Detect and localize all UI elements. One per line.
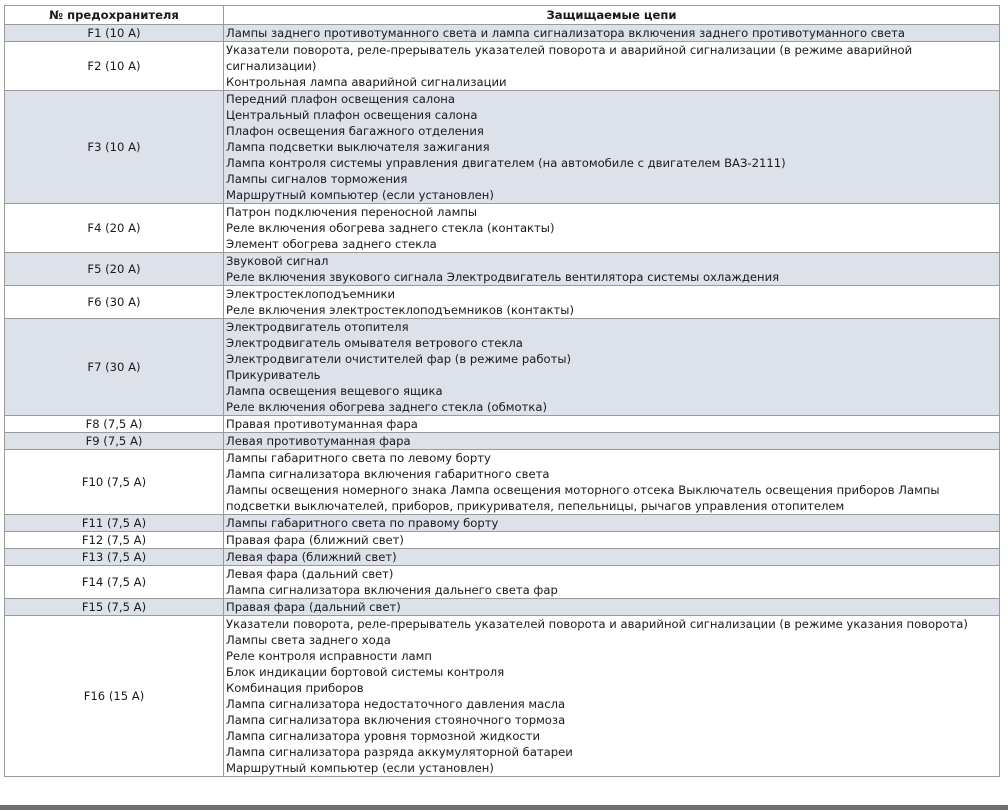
protected-circuits-cell <box>224 450 1000 515</box>
circuit-line: Реле контроля исправности ламп <box>226 649 432 663</box>
circuit-line: Лампа сигнализатора включения габаритного света <box>226 467 550 481</box>
circuit-line: Патрон подключения переносной лампы <box>226 205 478 219</box>
circuit-line: Лампы сигналов торможения <box>226 172 408 186</box>
circuit-line: Лампы освещения номерного знака Лампа освещения моторного отсека Выключатель освещения приборов Лампы подсветки выключателей, приборов, прикуривателя, пепельницы, рычагов управления отопителем <box>226 483 940 513</box>
circuit-line: Элемент обогрева заднего стекла <box>226 237 437 251</box>
table-row <box>5 515 1000 532</box>
circuit-line: Лампа подсветки выключателя зажигания <box>226 140 490 154</box>
circuit-line: Центральный плафон освещения салона <box>226 108 478 122</box>
table-header-row <box>5 6 1000 25</box>
protected-circuits-cell <box>224 433 1000 450</box>
table-row <box>5 42 1000 91</box>
circuit-line: Лампа сигнализатора недостаточного давления масла <box>226 697 566 711</box>
circuit-line: Контрольная лампа аварийной сигнализации <box>226 75 507 89</box>
protected-circuits-cell <box>224 416 1000 433</box>
table-row <box>5 616 1000 777</box>
protected-circuits-cell <box>224 253 1000 286</box>
table-body <box>5 25 1000 777</box>
circuit-line: Реле включения электростеклоподъемников (контакты) <box>226 303 574 317</box>
circuit-line: Лампа сигнализатора включения стояночного тормоза <box>226 713 566 727</box>
bottom-border <box>0 805 1008 810</box>
circuit-line: Блок индикации бортовой системы контроля <box>226 665 505 679</box>
circuit-line: Правая фара (ближний свет) <box>226 533 404 547</box>
fuse-number-cell: F11 (7,5 A) <box>5 515 224 532</box>
fuse-number-cell: F3 (10 A) <box>5 91 224 204</box>
table-row <box>5 204 1000 253</box>
table-row <box>5 532 1000 549</box>
header-protected-circuits: Защищаемые цепи <box>224 6 1000 25</box>
table-row <box>5 319 1000 416</box>
table-row <box>5 566 1000 599</box>
fuse-number-cell: F2 (10 A) <box>5 42 224 91</box>
circuit-line: Реле включения звукового сигнала Электродвигатель вентилятора системы охлаждения <box>226 270 780 284</box>
circuit-line: Указатели поворота, реле-прерыватель указателей поворота и аварийной сигнализации (в режиме аварийной сигнализации) <box>226 43 913 73</box>
fuse-table <box>4 5 1000 777</box>
circuit-line: Маршрутный компьютер (если установлен) <box>226 761 494 775</box>
protected-circuits-cell <box>224 25 1000 42</box>
header-fuse-number: № предохранителя <box>5 6 224 25</box>
circuit-line: Левая фара (дальний свет) <box>226 567 394 581</box>
circuit-line: Левая фара (ближний свет) <box>226 550 397 564</box>
circuit-line: Лампа сигнализатора разряда аккумуляторной батареи <box>226 745 573 759</box>
circuit-line: Электростеклоподъемники <box>226 287 396 301</box>
circuit-line: Левая противотуманная фара <box>226 434 411 448</box>
fuse-number-cell: F6 (30 A) <box>5 286 224 319</box>
protected-circuits-cell <box>224 42 1000 91</box>
circuit-line: Реле включения обогрева заднего стекла (контакты) <box>226 221 555 235</box>
circuit-line: Комбинация приборов <box>226 681 364 695</box>
protected-circuits-cell <box>224 515 1000 532</box>
circuit-line: Лампы света заднего хода <box>226 633 391 647</box>
circuit-line: Передний плафон освещения салона <box>226 92 455 106</box>
table-row <box>5 549 1000 566</box>
fuse-number-cell: F4 (20 A) <box>5 204 224 253</box>
fuse-number-cell: F7 (30 A) <box>5 319 224 416</box>
fuse-number-cell: F8 (7,5 A) <box>5 416 224 433</box>
table-row <box>5 599 1000 616</box>
protected-circuits-cell <box>224 566 1000 599</box>
table-row <box>5 433 1000 450</box>
fuse-number-cell: F14 (7,5 A) <box>5 566 224 599</box>
circuit-line: Электродвигатели очистителей фар (в режиме работы) <box>226 352 572 366</box>
table-row <box>5 253 1000 286</box>
table-row <box>5 91 1000 204</box>
circuit-line: Реле включения обогрева заднего стекла (обмотка) <box>226 400 547 414</box>
fuse-number-cell: F9 (7,5 A) <box>5 433 224 450</box>
circuit-line: Звуковой сигнал <box>226 254 329 268</box>
circuit-line: Плафон освещения багажного отделения <box>226 124 484 138</box>
table-row <box>5 25 1000 42</box>
fuse-number-cell: F5 (20 A) <box>5 253 224 286</box>
table-row <box>5 416 1000 433</box>
circuit-line: Лампы габаритного света по правому борту <box>226 516 499 530</box>
circuit-line: Правая противотуманная фара <box>226 417 418 431</box>
protected-circuits-cell <box>224 549 1000 566</box>
circuit-line: Лампа сигнализатора включения дальнего света фар <box>226 583 558 597</box>
protected-circuits-cell <box>224 319 1000 416</box>
protected-circuits-cell <box>224 532 1000 549</box>
fuse-number-cell: F1 (10 A) <box>5 25 224 42</box>
circuit-line: Лампы габаритного света по левому борту <box>226 451 491 465</box>
protected-circuits-cell <box>224 286 1000 319</box>
fuse-number-cell: F13 (7,5 A) <box>5 549 224 566</box>
circuit-line: Лампа освещения вещевого ящика <box>226 384 443 398</box>
protected-circuits-cell <box>224 91 1000 204</box>
circuit-line: Прикуриватель <box>226 368 321 382</box>
protected-circuits-cell <box>224 599 1000 616</box>
circuit-line: Указатели поворота, реле-прерыватель указателей поворота и аварийной сигнализации (в режиме указания поворота) <box>226 617 968 631</box>
circuit-line: Электродвигатель омывателя ветрового стекла <box>226 336 523 350</box>
table-row <box>5 286 1000 319</box>
fuse-number-cell: F12 (7,5 A) <box>5 532 224 549</box>
circuit-line: Правая фара (дальний свет) <box>226 600 401 614</box>
circuit-line: Лампа контроля системы управления двигателем (на автомобиле с двигателем ВАЗ-2111) <box>226 156 786 170</box>
protected-circuits-cell <box>224 204 1000 253</box>
circuit-line: Лампа сигнализатора уровня тормозной жидкости <box>226 729 541 743</box>
circuit-line: Электродвигатель отопителя <box>226 320 409 334</box>
table-row <box>5 450 1000 515</box>
circuit-line: Лампы заднего противотуманного света и лампа сигнализатора включения заднего противотуманного света <box>226 26 905 40</box>
fuse-number-cell: F10 (7,5 A) <box>5 450 224 515</box>
protected-circuits-cell <box>224 616 1000 777</box>
circuit-line: Маршрутный компьютер (если установлен) <box>226 188 494 202</box>
fuse-number-cell: F16 (15 A) <box>5 616 224 777</box>
fuse-number-cell: F15 (7,5 A) <box>5 599 224 616</box>
